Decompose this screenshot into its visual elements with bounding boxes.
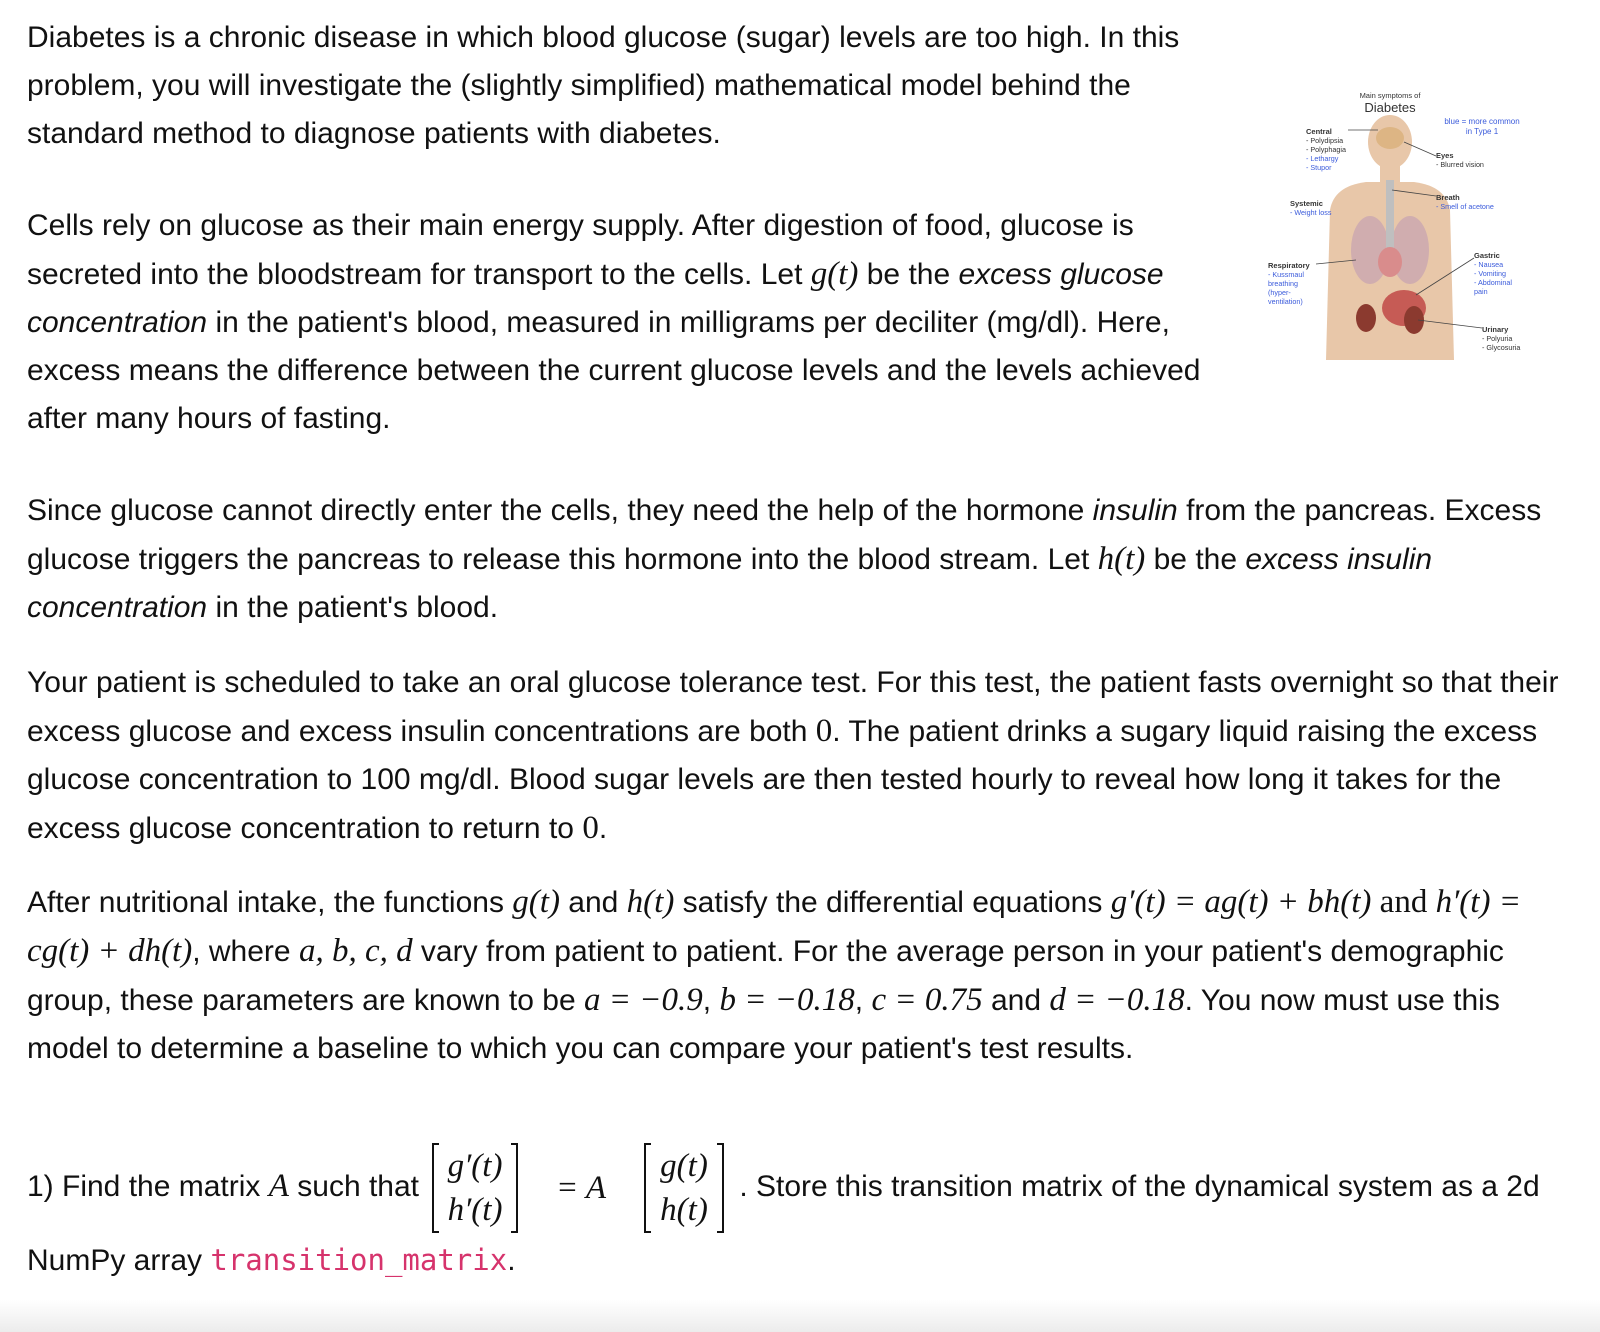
figure-symptom-systemic: - Weight loss — [1290, 208, 1332, 217]
math-zero-2: 0 — [582, 810, 599, 846]
figure-legend: blue = more common in Type 1 — [1444, 117, 1520, 136]
figure-label-central: Central — [1306, 127, 1332, 136]
equals-A: = A — [556, 1170, 607, 1206]
figure-symptom-central: - Lethargy — [1306, 154, 1339, 163]
bottom-fade — [0, 1300, 1600, 1332]
figure-label-eyes: Eyes — [1436, 151, 1454, 160]
math-zero: 0 — [815, 713, 833, 749]
vector-right-top: g(t) — [660, 1148, 709, 1184]
vector-equation — [429, 1140, 737, 1236]
figure-symptom-central: - Stupor — [1306, 163, 1332, 172]
figure-symptom-respiratory: breathing — [1268, 279, 1298, 288]
diabetes-symptoms-figure — [1268, 90, 1566, 375]
param-d: d = −0.18 — [1049, 982, 1185, 1018]
figure-label-urinary: Urinary — [1482, 325, 1509, 334]
equation-h-prime: h′(t) = cg(t) + dh(t) — [27, 884, 1521, 969]
param-a: a = −0.9 — [584, 982, 703, 1018]
figure-symptom-gastric: - Abdominal — [1474, 278, 1512, 287]
intro-paragraph: Diabetes is a chronic disease in which blood glucose (sugar) levels are too high. In this problem, you will investigate the (slightly simplified) mathematical model behind the standard method to diagnose patients with diabetes. — [27, 21, 1180, 150]
differential-equations-paragraph: After nutritional intake, the functions g(t) and h(t) satisfy the differential equations g′(t) = ag(t) + bh(t) and h′(t) = cg(t) + dh(t), where a, b, c, d vary from patient to patient. For the average person in your patient's demographic group, these parameters are known to be a = −0.9, b = −0.18, c = 0.75 and d = −0.18. You now must use this model to determine a baseline to which you can compare your patient's test results. — [27, 884, 1521, 1065]
param-b: b = −0.18 — [719, 982, 855, 1018]
figure-symptom-gastric: - Vomiting — [1474, 269, 1506, 278]
figure-symptom-eyes: - Blurred vision — [1436, 160, 1484, 169]
question-1: 1) Find the matrix A such that g′(t) h′(t) = A g(t) h(t) . Store this transition matrix of the dynamical system as a 2d NumPy array transition_matrix. — [27, 1140, 1587, 1285]
tolerance-test-paragraph: Your patient is scheduled to take an oral glucose tolerance test. For this test, the patient fasts overnight so that their excess glucose and excess insulin concentrations are both 0. The patient drinks a sugary liquid raising the excess glucose concentration to 100 mg/dl. Blood sugar levels are then tested hourly to reveal how long it takes for the excess glucose concentration to return to 0. — [27, 666, 1559, 846]
figure-caption-small: Main symptoms of — [1359, 91, 1421, 100]
figure-label-respiratory: Respiratory — [1268, 261, 1310, 270]
figure-symptom-urinary: - Polyuria — [1482, 334, 1513, 343]
figure-label-gastric: Gastric — [1474, 251, 1500, 260]
figure-symptom-breath: - Smell of acetone — [1436, 202, 1494, 211]
vector-left-bottom: h′(t) — [447, 1192, 503, 1228]
code-transition-matrix: transition_matrix — [210, 1243, 508, 1277]
figure-symptom-gastric: - Nausea — [1474, 260, 1504, 269]
vector-right-bottom: h(t) — [660, 1192, 709, 1228]
term-insulin: insulin — [1092, 494, 1178, 527]
figure-symptom-gastric: pain — [1474, 287, 1488, 296]
param-c: c = 0.75 — [871, 982, 983, 1018]
equation-g-prime: g′(t) = ag(t) + bh(t) — [1110, 884, 1372, 920]
term-excess-insulin: excess insulin concentration — [27, 543, 1433, 624]
math-matrix-A: A — [268, 1167, 289, 1204]
figure-symptom-respiratory: ventilation) — [1268, 297, 1303, 306]
figure-symptom-respiratory: (hyper- — [1268, 288, 1291, 297]
figure-caption-title: Diabetes — [1364, 100, 1416, 115]
figure-symptom-urinary: - Glycosuria — [1482, 343, 1521, 352]
vector-left-top: g′(t) — [447, 1148, 503, 1184]
math-h-of-t: h(t) — [1097, 541, 1146, 577]
term-excess-glucose: excess glucose concentration — [27, 258, 1164, 339]
figure-symptom-central: - Polydipsia — [1306, 136, 1344, 145]
figure-symptom-central: - Polyphagia — [1306, 145, 1346, 154]
glucose-paragraph: Cells rely on glucose as their main energy supply. After digestion of food, glucose is secreted into the bloodstream for transport to the cells. Let g(t) be the excess glucose concentration in the patient's blood, measured in milligrams per deciliter (mg/dl). Here, excess means the difference between the current glucose levels and the levels achieved after many hours of fasting. — [27, 209, 1201, 435]
figure-label-breath: Breath — [1436, 193, 1460, 202]
insulin-paragraph: Since glucose cannot directly enter the cells, they need the help of the hormone insulin from the pancreas. Excess glucose triggers the pancreas to release this hormone into the blood stream. Let h(t) be the excess insulin concentration in the patient's blood. — [27, 494, 1542, 624]
figure-label-systemic: Systemic — [1290, 199, 1323, 208]
math-g-of-t: g(t) — [810, 256, 859, 292]
figure-symptom-respiratory: - Kussmaul — [1268, 270, 1304, 279]
